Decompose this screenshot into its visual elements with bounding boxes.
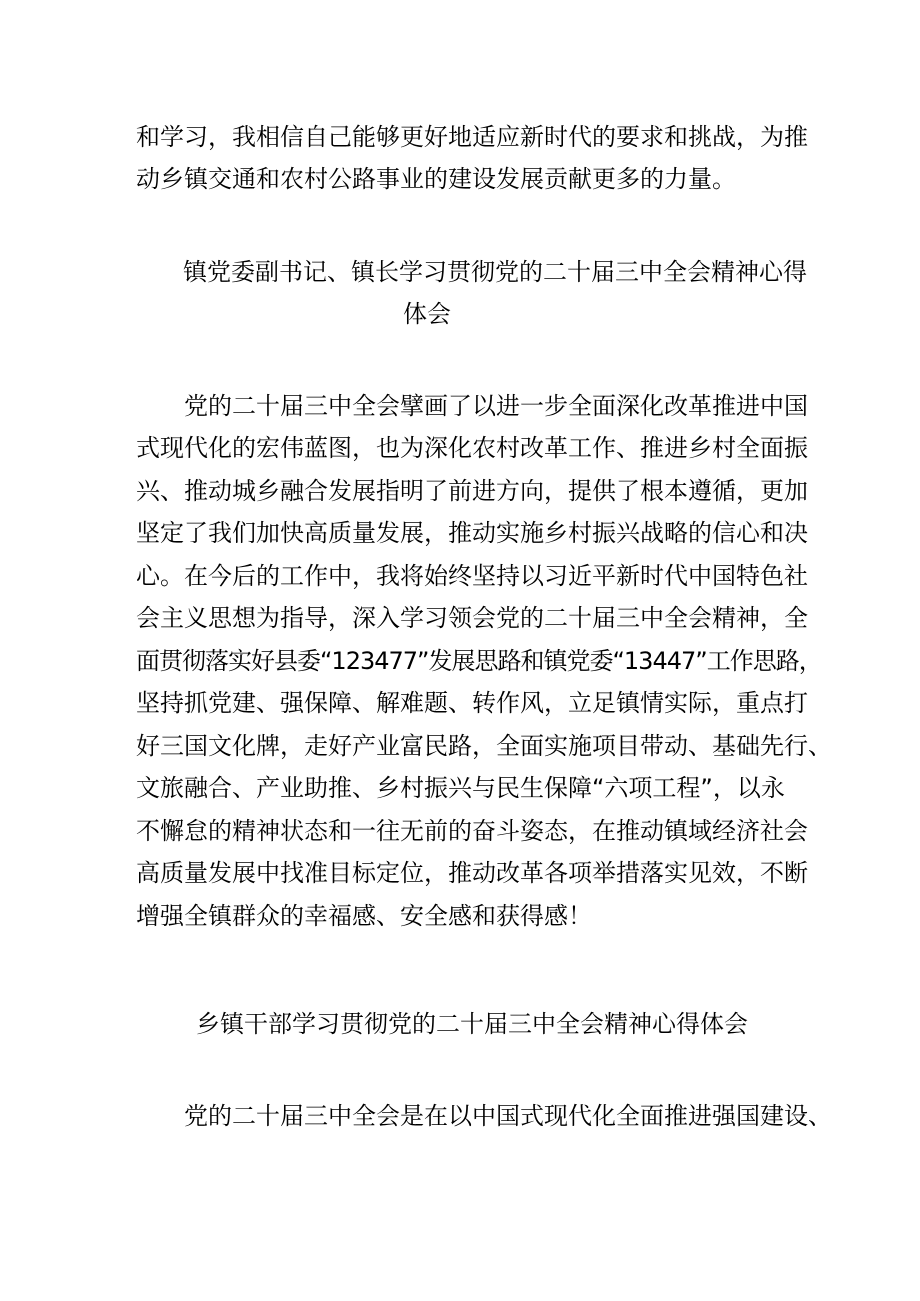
section1-body-line-12: 高质量发展中找准目标定位，推动改革各项举措落实见效，不断: [136, 859, 808, 887]
section1-body-line-13: 增强全镇群众的幸福感、安全感和获得感！: [136, 902, 592, 930]
continuation-line-2: 动乡镇交通和农村公路事业的建设发展贡献更多的力量。: [136, 165, 736, 193]
section1-body-line-4: 坚定了我们加快高质量发展，推动实施乡村振兴战略的信心和决: [136, 519, 808, 547]
section1-body-line-6: 会主义思想为指导，深入学习领会党的二十届三中全会精神，全: [136, 604, 808, 632]
section1-body-line-8: 坚持抓党建、强保障、解难题、转作风，立足镇情实际，重点打: [136, 689, 808, 717]
section1-title-line-2: 体会: [403, 300, 451, 328]
section1-body-line-9: 好三国文化牌，走好产业富民路，全面实施项目带动、基础先行、: [136, 732, 832, 760]
section1-title-line-1: 镇党委副书记、镇长学习贯彻党的二十届三中全会精神心得: [183, 258, 807, 286]
section2-title: 乡镇干部学习贯彻党的二十届三中全会精神心得体会: [196, 1010, 748, 1038]
section1-body-line-2: 式现代化的宏伟蓝图，也为深化农村改革工作、推进乡村全面振: [136, 434, 808, 462]
section1-body-line-11: 不懈怠的精神状态和一往无前的奋斗姿态，在推动镇域经济社会: [136, 817, 808, 845]
section1-body-line-1: 党的二十届三中全会擘画了以进一步全面深化改革推进中国: [184, 392, 808, 420]
section1-body-line-7: 面贯彻落实好县委“123477”发展思路和镇党委“13447”工作思路，: [136, 647, 822, 675]
section2-body-line-1: 党的二十届三中全会是在以中国式现代化全面推进强国建设、: [184, 1102, 832, 1130]
section1-body-line-5: 心。在今后的工作中，我将始终坚持以习近平新时代中国特色社: [136, 562, 808, 590]
section1-body-line-3: 兴、推动城乡融合发展指明了前进方向，提供了根本遵循，更加: [136, 477, 808, 505]
section1-body-line-10: 文旅融合、产业助推、乡村振兴与民生保障“六项工程”，以永: [136, 774, 785, 802]
continuation-line-1: 和学习，我相信自己能够更好地适应新时代的要求和挑战，为推: [136, 123, 808, 151]
